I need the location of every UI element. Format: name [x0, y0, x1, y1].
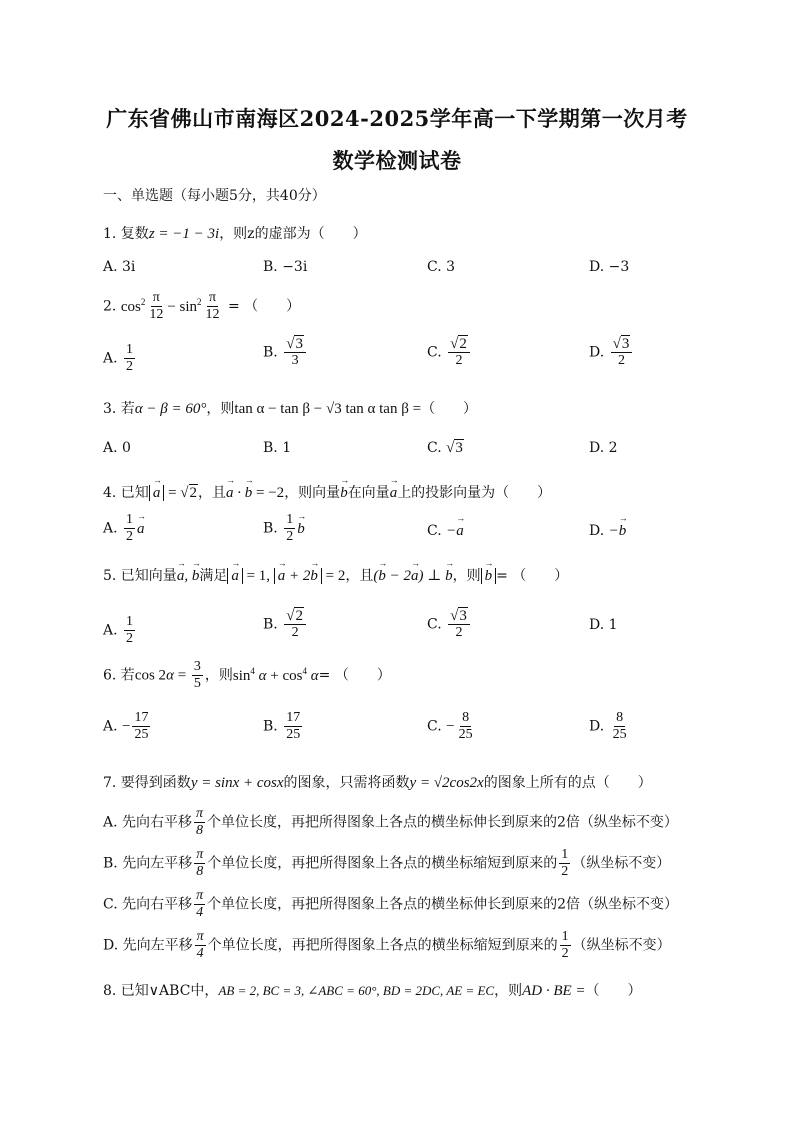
q4-option-d: D. −→ b	[589, 523, 626, 540]
q3-option-b: B. 1	[263, 440, 292, 456]
q5-option-b: B. $\frac{√2}{2}$	[263, 608, 308, 641]
q7-option-a: A. 先向右平移 $\frac{\pi}{8}$ 个单位长度，再把所得图象上各点的横坐标伸长到原来的2倍（纵坐标不变）	[103, 806, 678, 838]
q1-option-d: D. −3	[589, 259, 630, 275]
q5-option-d: D. 1	[589, 617, 618, 633]
q7-option-c: C. 先向右平移 $\frac{\pi}{4}$ 个单位长度，再把所得图象上各点的横坐标伸长到原来的2倍（纵坐标不变）	[103, 888, 679, 920]
q6-option-d: D. $\frac{8}{25}$	[589, 710, 627, 742]
question-3: 3. 若α − β = 60°，则tan α − tan β − √3 tan α tan β =（ ）	[103, 401, 478, 417]
question-6: 6. 若cos 2α = $\frac{3}{5}$ ，则$\sin^4 \alpha + \cos^4 \alpha=$ （ ）	[103, 659, 391, 691]
question-2: 2. $\cos^2$ $\frac{\pi}{12}$ − $\sin^2$ $\frac{\pi}{12}$ = （ ）	[103, 290, 301, 322]
q3-option-c: C. √3	[427, 440, 463, 456]
q6-option-c: C. − $\frac{8}{25}$	[427, 710, 473, 742]
q7-option-d: D. 先向左平移 $\frac{\pi}{4}$ 个单位长度，再把所得图象上各点的横坐标缩短到原来的 $\frac{1}{2}$ （纵坐标不变）	[103, 929, 671, 961]
q1-option-c: C. 3	[427, 259, 456, 275]
title-line-2: 数学检测试卷	[332, 148, 462, 173]
q2-option-b: B. $\frac{√3}{3}$	[263, 336, 308, 369]
q6-option-a: A. − $\frac{17}{25}$	[103, 710, 149, 742]
q2-option-d: D. $\frac{√3}{2}$	[589, 336, 634, 369]
q1-option-a: A. 3i	[103, 259, 136, 275]
q4-option-c: C. −→ a	[427, 523, 464, 540]
question-4: 4. 已知→ a = √2，且→ a · → b = −2，则向量→ b在向量→ a上的投影向量为（ ）	[103, 482, 551, 502]
q3-option-a: A. 0	[103, 440, 131, 456]
question-8: 8. 已知∨ABC中，AB = 2, BC = 3, ∠ABC = 60°, BD = 2DC, AE = EC，则AD · BE =（ ）	[103, 983, 642, 999]
q4-option-a: A. $\frac{1}{2}$ → a	[103, 512, 145, 545]
q7-option-b: B. 先向左平移 $\frac{\pi}{8}$ 个单位长度，再把所得图象上各点的横坐标缩短到原来的 $\frac{1}{2}$ （纵坐标不变）	[103, 847, 671, 879]
q2-option-c: C. $\frac{√2}{2}$	[427, 336, 472, 369]
q5-option-c: C. $\frac{√3}{2}$	[427, 608, 472, 641]
question-5: 5. 已知向量→ a, → b满足→ a = 1, → a + 2→ b = 2，且(→ b − 2→ a) ⊥ → b，则→ b = （ ）	[103, 565, 568, 585]
title-line-1: 广东省佛山市南海区2024-2025学年高一下学期第一次月考	[106, 106, 688, 131]
section-heading: 一、单选题（每小题5分，共40分）	[103, 188, 326, 204]
q6-option-b: B. $\frac{17}{25}$	[263, 710, 301, 742]
q3-option-d: D. 2	[589, 440, 618, 456]
q4-option-b: B. $\frac{1}{2}$ → b	[263, 512, 305, 545]
q5-option-a: A. $\frac{1}{2}$	[103, 614, 134, 646]
q2-option-a: A. $\frac{1}{2}$	[103, 342, 134, 374]
q1-option-b: B. −3i	[263, 259, 308, 275]
question-7: 7. 要得到函数y = sinx + cosx的图象，只需将函数y = √2cos2x的图象上所有的点（ ）	[103, 775, 652, 791]
question-1: 1. 复数z = −1 − 3i，则z的虚部为（ ）	[103, 226, 367, 242]
